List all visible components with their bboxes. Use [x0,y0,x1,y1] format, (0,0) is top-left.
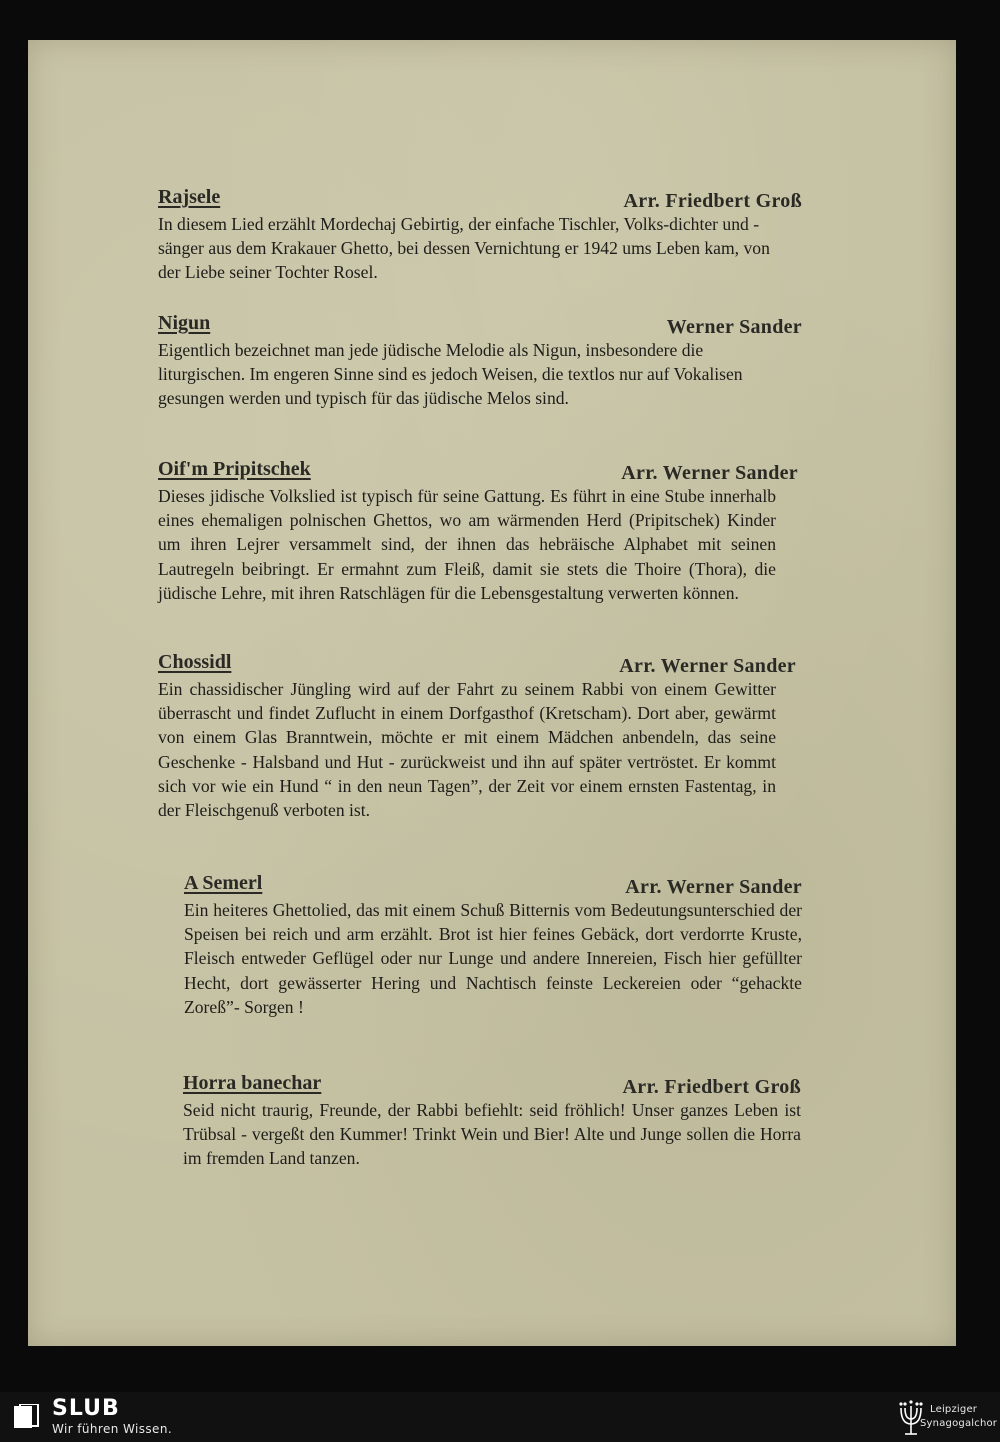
entry-arranger: Arr. Werner Sander [625,876,802,898]
entry-title: A Semerl [184,872,263,894]
entry-oifm-pripitschek [158,458,798,605]
slub-tagline: Wir führen Wissen. [52,1422,173,1436]
entry-description: Seid nicht traurig, Freunde, der Rabbi befiehlt: seid fröhlich! Unser ganzes Leben ist Trübsal - vergeßt den Kummer! Trinkt Wein und Bier! Alte und Junge sollen die Horra im fremden Land tanzen. [183,1100,801,1169]
entry-title: Rajsele [158,186,221,208]
entry-arranger: Werner Sander [666,316,802,338]
partner-name-line2: Synagogalchor [920,1418,998,1429]
entry-title: Chossidl [158,651,232,673]
entry-arranger: Arr. Friedbert Groß [623,190,802,212]
partner-name-line1: Leipziger [930,1404,978,1415]
entry-arranger: Arr. Friedbert Groß [622,1076,801,1098]
viewer-footer [0,1392,1000,1442]
entry-arranger: Arr. Werner Sander [621,462,798,484]
entry-description: Ein chassidischer Jüngling wird auf der Fahrt zu seinem Rabbi von einem Gewitter überrascht und findet Zuflucht in einem Dorfgasthof (Kretscham). Dort aber, gewärmt von einem Glas Branntwein, möchte er mit einem Mädchen anbendeln, das seine Geschenke - Halsband und Hut - zurückweist und ihn auf später vertröstet. Er kommt sich vor wie ein Hund “ in den neun Tagen”, der Zeit vor einem ernsten Fastentag, in der Fleischgenuß verboten ist. [158,679,776,821]
entry-description: In diesem Lied erzählt Mordechaj Gebirtig, der einfache Tischler, Volks-dichter und -sänger aus dem Krakauer Ghetto, bei dessen Vernichtung er 1942 ums Leben kam, von der Liebe seiner Tochter Rosel. [158,214,770,283]
entry-description: Dieses jidische Volkslied ist typisch für seine Gattung. Es führt in eine Stube innerhalb eines ehemaligen polnischen Ghettos, wo am wärmenden Herd (Pripitschek) Kinder um ihren Lejrer versammelt sind, der ihnen das hebräische Alphabet mit seinen Lautregeln beibringt. Er ermahnt zum Fleiß, damit sie stets die Thoire (Thora), die jüdische Lehre, mit ihren Ratschlägen für die Lebensgestaltung verwerten können. [158,486,776,603]
entry-description: Eigentlich bezeichnet man jede jüdische Melodie als Nigun, insbesondere die liturgischen. Im engeren Sinne sind es jedoch Weisen, die textlos nur auf Vokalisen gesungen werden und typisch für das jüdische Melos sind. [158,340,743,409]
entry-a-semerl [184,872,802,1019]
entry-title: Oif'm Pripitschek [158,458,311,480]
entry-title: Horra banechar [183,1072,322,1094]
slub-name: SLUB [52,1396,120,1421]
entry-nigun [158,312,802,411]
slub-logo-icon [12,1404,40,1430]
entry-chossidl [158,651,796,822]
entry-title: Nigun [158,312,211,334]
entry-horra-banechar [183,1072,801,1171]
entry-rajsele [158,186,802,285]
entry-description: Ein heiteres Ghettolied, das mit einem Schuß Bitternis vom Bedeutungsunterschied der Speisen bei reich und arm erzählt. Brot ist hier feines Gebäck, dort verdorrte Kruste, Fleisch entweder Geflügel oder nur Lunge und andere Innereien, Fisch hier gefüllter Hecht, dort gewässerter Hering und Nachtisch feinste Leckereien oder “gehackte Zoreß”- Sorgen ! [184,900,802,1017]
entry-arranger: Arr. Werner Sander [619,655,796,677]
